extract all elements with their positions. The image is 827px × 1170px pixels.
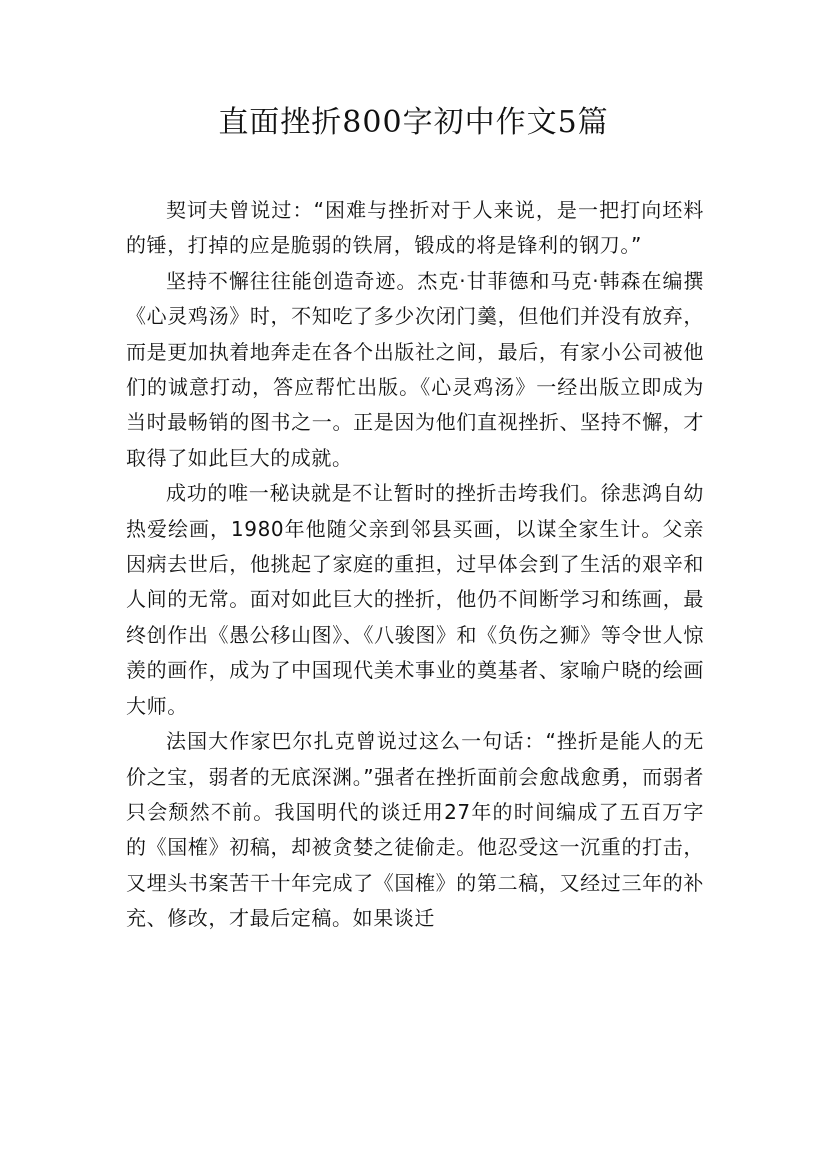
document-title: 直面挫折800字初中作文5篇 (218, 105, 609, 140)
paragraph-xu-beihong: 成功的唯一秘诀就是不让暂时的挫折击垮我们。徐悲鸿自幼热爱绘画，1980年他随父亲到邻县买画，以谋全家生计。父亲因病去世后，他挑起了家庭的重担，过早体会到了生活的艰辛和人间的无常。面对如此巨大的挫折，他仍不间断学习和练画，最终创作出《愚公移山图》、《八骏图》和《负伤之狮》等令世人惊羡的画作，成为了中国现代美术事业的奠基者、家喻户晓的绘画大师。 (126, 481, 704, 718)
paragraph-chekhov-quote: 契诃夫曾说过：“困难与挫折对于人来说，是一把打向坯料的锤，打掉的应是脆弱的铁屑，锻成的将是锋利的钢刀。” (126, 198, 704, 258)
paragraph-balzac-tanqian: 法国大作家巴尔扎克曾说过这么一句话：“挫折是能人的无价之宝，弱者的无底深渊。”强者在挫折面前会愈战愈勇，而弱者只会颓然不前。我国明代的谈迁用27年的时间编成了五百万字的《国榷》初稿，却被贪婪之徒偷走。他忍受这一沉重的打击，又埋头书案苦干十年完成了《国榷》的第二稿，又经过三年的补充、修改，才最后定稿。如果谈迁 (126, 729, 704, 931)
document-body (126, 193, 704, 937)
paragraph-perseverance: 坚持不懈往往能创造奇迹。杰克·甘菲德和马克·韩森在编撰《心灵鸡汤》时，不知吃了多少次闭门羹，但他们并没有放弃，而是更加执着地奔走在各个出版社之间，最后，有家小公司被他们的诚意打动，答应帮忙出版。《心灵鸡汤》一经出版立即成为当时最畅销的图书之一。正是因为他们直视挫折、坚持不懈，才取得了如此巨大的成就。 (126, 268, 704, 470)
